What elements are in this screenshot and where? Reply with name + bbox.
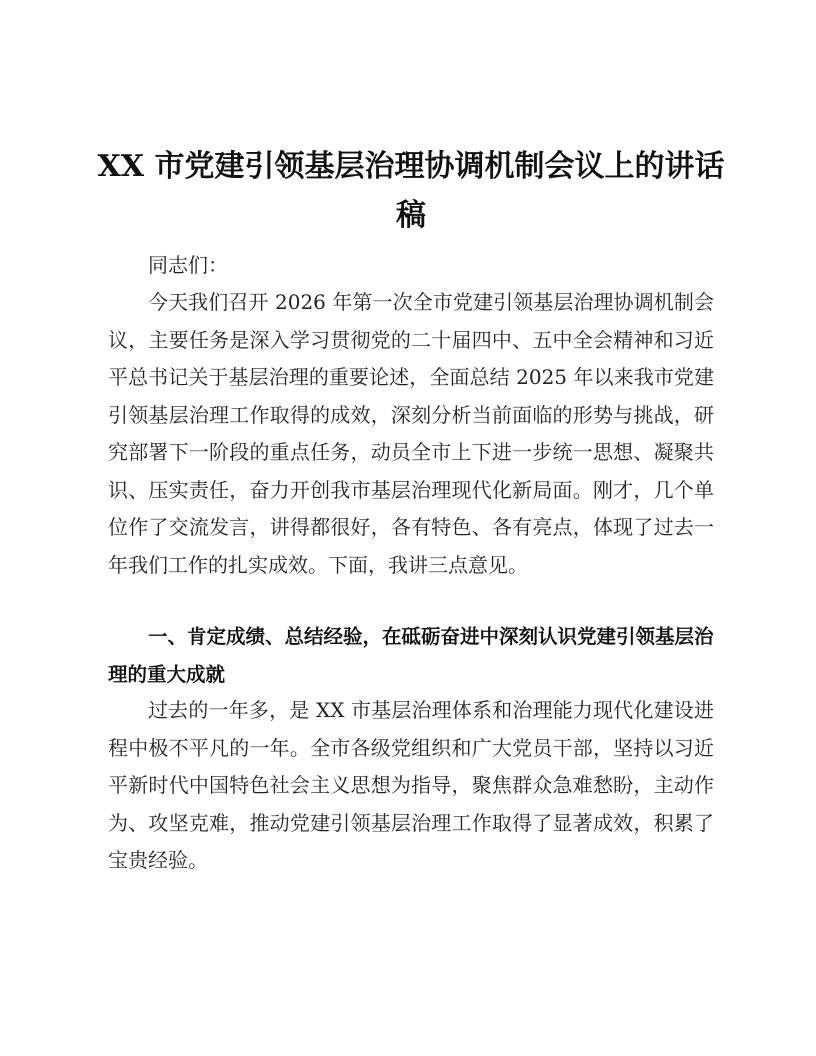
section-1-paragraph: 过去的一年多，是 XX 市基层治理体系和治理能力现代化建设进程中极不平凡的一年。全市各级党组织和广大党员干部，坚持以习近平新时代中国特色社会主义思想为指导，聚焦群众急难愁盼，主动作为、攻坚克难，推动党建引领基层治理工作取得了显著成效，积累了宝贵经验。 [108, 698, 714, 872]
title-line-2: 稿 [396, 198, 426, 233]
document-title [96, 142, 726, 240]
section-heading-1: 一、肯定成绩、总结经验，在砥砺奋进中深刻认识党建引领基层治理的重大成就 [108, 625, 714, 686]
salutation: 同志们： [148, 253, 228, 277]
title-line-1: XX 市党建引领基层治理协调机制会议上的讲话 [97, 149, 725, 184]
opening-paragraph: 今天我们召开 2026 年第一次全市党建引领基层治理协调机制会议，主要任务是深入学习贯彻党的二十届四中、五中全会精神和习近平总书记关于基层治理的重要论述，全面总结 2025 年以来我市党建引领基层治理工作取得的成效，深刻分析当前面临的形势与挑战，研究部署下一阶段的重点任务，动员全市上下进一步统一思想、凝聚共识、压实责任，奋力开创我市基层治理现代化新局面。刚才，几个单位作了交流发言，讲得都很好，各有特色、各有亮点，体现了过去一年我们工作的扎实成效。下面，我讲三点意见。 [108, 290, 714, 577]
